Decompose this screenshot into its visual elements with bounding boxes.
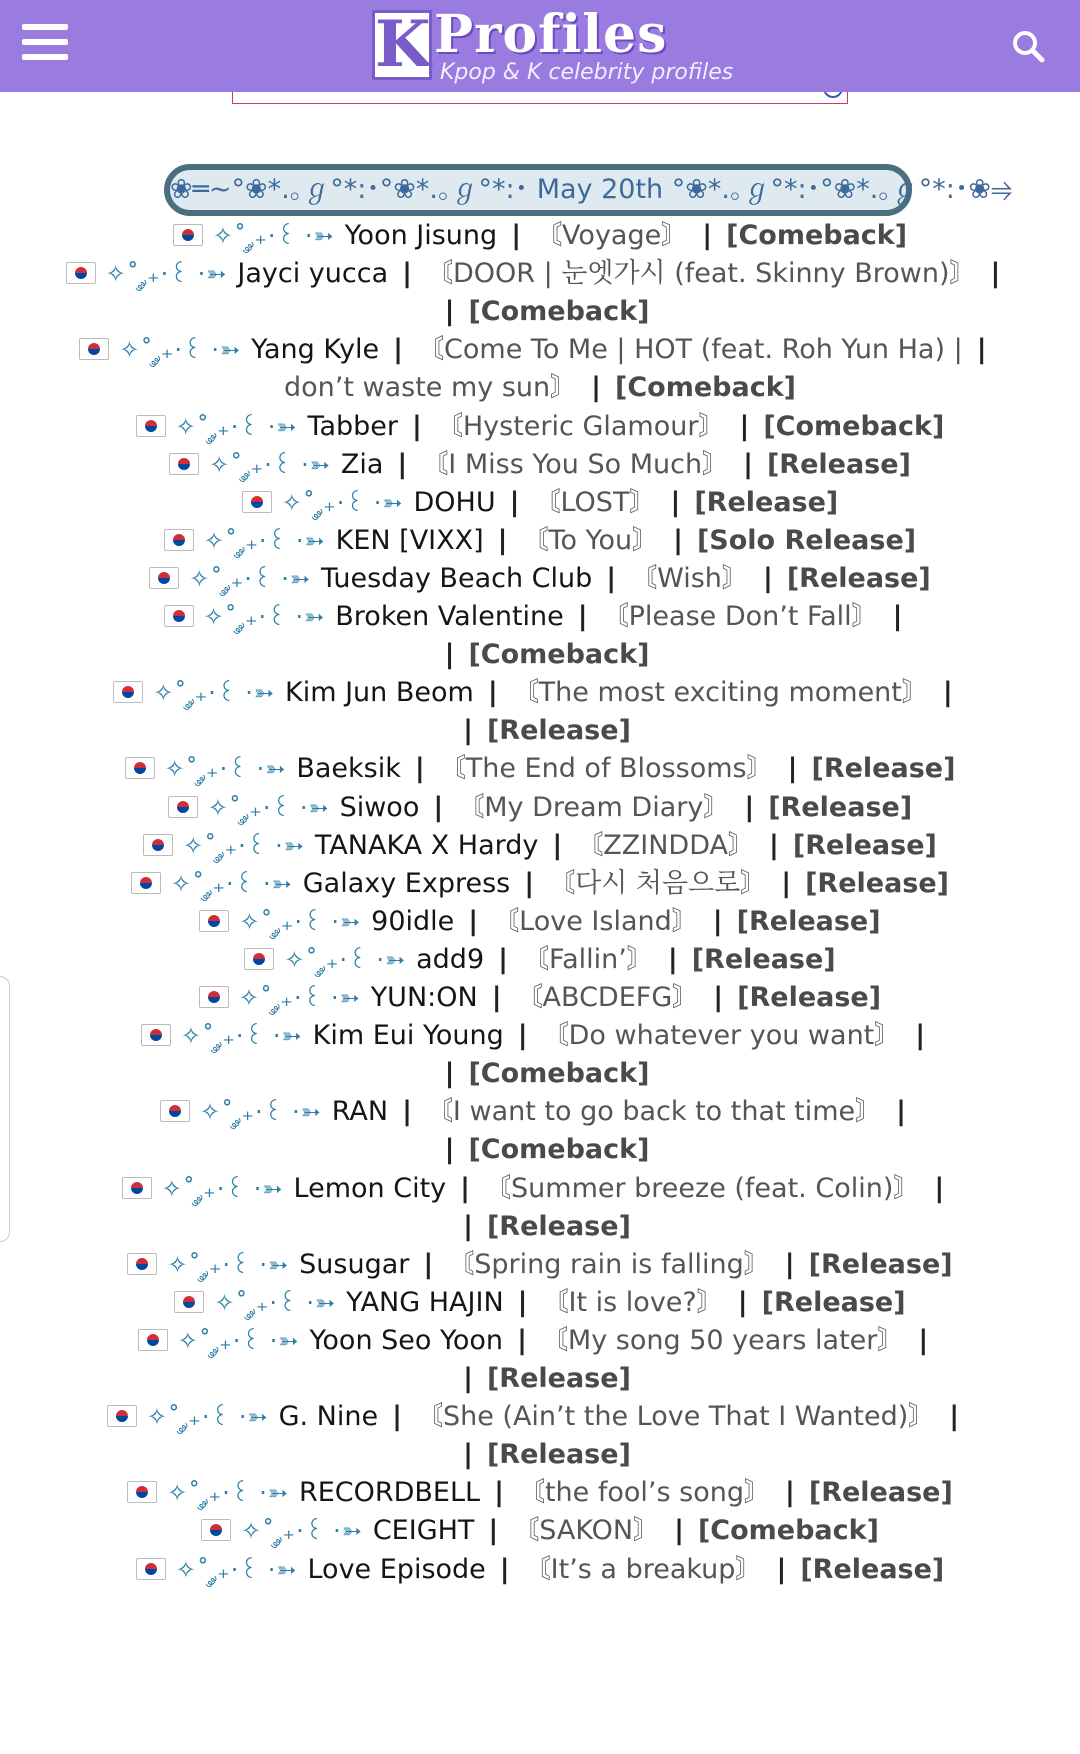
- separator: |: [509, 486, 520, 518]
- release-type-tag: [Release]: [768, 791, 913, 823]
- separator: |: [397, 448, 408, 480]
- separator: |: [942, 677, 953, 709]
- separator: |: [743, 448, 753, 480]
- separator: |: [460, 1172, 471, 1204]
- release-line: [0, 979, 1080, 1017]
- separator: |: [468, 905, 479, 937]
- artist-name: Tabber: [307, 410, 398, 442]
- separator: |: [787, 753, 798, 785]
- korea-flag-icon: [199, 910, 229, 932]
- release-line: [0, 560, 1080, 598]
- artist-name: DOHU: [413, 486, 496, 518]
- release-line: [0, 1551, 1080, 1589]
- separator: |: [990, 258, 1001, 290]
- sparkle-arrow-decoration: ✧˚ ༘₊·꒰ ·➳: [183, 831, 305, 860]
- korea-flag-icon: [113, 681, 143, 703]
- hamburger-menu-icon[interactable]: [22, 24, 68, 66]
- artist-name: Yoon Jisung: [344, 220, 498, 251]
- release-type-tag: [Release]: [691, 943, 836, 975]
- release-type-tag: [Comeback]: [468, 1058, 650, 1090]
- separator: |: [784, 1477, 795, 1509]
- separator: |: [739, 410, 750, 442]
- separator: |: [713, 982, 724, 1013]
- song-title: 〘I want to go back to that time〙: [425, 1096, 883, 1128]
- separator: |: [667, 943, 678, 975]
- release-line: [0, 1398, 1080, 1436]
- song-title: 〘It is love?〙: [541, 1286, 724, 1318]
- artist-name: KEN [VIXX]: [335, 524, 484, 556]
- release-date: May 20th: [536, 174, 664, 205]
- release-line: [0, 1131, 1080, 1169]
- sparkle-arrow-decoration: ✧˚ ༘₊·꒰ ·➳: [209, 450, 331, 479]
- release-line: [0, 1093, 1080, 1131]
- korea-flag-icon: [141, 1024, 171, 1046]
- artist-name: Kim Eui Young: [312, 1020, 504, 1052]
- song-title: 〘Voyage〙: [535, 220, 689, 251]
- artist-name: Jayci yucca: [237, 258, 389, 290]
- separator: |: [444, 1058, 455, 1090]
- release-line: [0, 1208, 1080, 1246]
- release-line: [0, 217, 1080, 255]
- release-line: [0, 293, 1080, 331]
- banner-right-decoration: °❀*.｡ℊ°*:･°❀*.｡ℊ°*:･❀⥤: [671, 174, 1013, 205]
- sparkle-arrow-decoration: ✧˚ ༘₊·꒰ ·➳: [214, 1288, 337, 1317]
- separator: |: [896, 1096, 907, 1128]
- korea-flag-icon: [127, 1481, 157, 1503]
- separator: |: [463, 715, 473, 747]
- release-type-tag: [Release]: [486, 1439, 631, 1471]
- separator: |: [517, 1286, 528, 1318]
- artist-name: Baeksik: [296, 753, 401, 785]
- logo-wordmark: Profiles: [434, 4, 668, 65]
- release-line: [0, 1284, 1080, 1322]
- release-line: [0, 903, 1080, 941]
- release-type-tag: [Release]: [694, 486, 839, 518]
- separator: |: [488, 1515, 499, 1547]
- korea-flag-icon: [79, 338, 109, 360]
- song-title: 〘Hysteric Glamour〙: [435, 410, 726, 442]
- song-title: 〘ABCDEFG〙: [515, 982, 700, 1013]
- release-line: [0, 827, 1080, 865]
- separator: |: [776, 1553, 787, 1585]
- korea-flag-icon: [136, 415, 166, 437]
- release-type-tag: [Comeback]: [468, 639, 650, 671]
- song-title: 〘My song 50 years later〙: [540, 1324, 905, 1356]
- separator: |: [674, 1515, 684, 1547]
- separator: |: [762, 562, 773, 594]
- sparkle-arrow-decoration: ✧˚ ༘₊·꒰ ·➳: [119, 336, 242, 365]
- artist-name: G. Nine: [278, 1401, 379, 1433]
- sparkle-arrow-decoration: ✧˚ ༘₊·꒰ ·➳: [170, 869, 293, 898]
- artist-name: Susugar: [299, 1248, 410, 1280]
- release-line: [0, 1017, 1080, 1055]
- release-line: [0, 446, 1080, 484]
- logo-k-mark: K: [372, 10, 432, 80]
- sparkle-arrow-decoration: ✧˚ ༘₊·꒰ ·➳: [153, 679, 275, 708]
- korea-flag-icon: [174, 1291, 204, 1313]
- korea-flag-icon: [173, 224, 203, 246]
- separator: |: [702, 220, 713, 251]
- separator: |: [577, 601, 588, 632]
- sparkle-arrow-decoration: ✧˚ ༘₊·꒰ ·➳: [105, 260, 228, 289]
- release-line: [0, 636, 1080, 674]
- artist-name: Siwoo: [339, 791, 420, 823]
- separator: |: [737, 1286, 748, 1318]
- release-line: [0, 255, 1080, 293]
- site-logo[interactable]: [372, 4, 734, 86]
- separator: |: [892, 601, 903, 632]
- release-type-tag: [Solo Release]: [696, 524, 917, 556]
- artist-name: RECORDBELL: [298, 1477, 481, 1509]
- korea-flag-icon: [164, 529, 194, 551]
- artist-name: RAN: [331, 1096, 389, 1128]
- release-line: [0, 941, 1080, 979]
- release-type-tag: [Release]: [486, 1210, 631, 1242]
- release-type-tag: [Release]: [808, 1248, 953, 1280]
- song-title: 〘Summer breeze (feat. Colin)〙: [484, 1172, 921, 1204]
- separator: |: [976, 334, 987, 366]
- sparkle-arrow-decoration: ✧˚ ༘₊·꒰ ·➳: [199, 1098, 322, 1127]
- release-type-tag: [Release]: [761, 1286, 906, 1318]
- korea-flag-icon: [160, 1100, 190, 1122]
- korea-flag-icon: [169, 453, 199, 475]
- release-type-tag: [Comeback]: [763, 410, 945, 442]
- separator: |: [934, 1172, 945, 1204]
- release-line: [0, 1436, 1080, 1474]
- sparkle-arrow-decoration: ✧˚ ༘₊·꒰ ·➳: [146, 1403, 269, 1432]
- release-type-tag: [Release]: [766, 448, 911, 480]
- artist-name: TANAKA X Hardy: [314, 829, 539, 861]
- separator: |: [498, 943, 509, 975]
- korea-flag-icon: [201, 1519, 231, 1541]
- song-title: 〘Come To Me | HOT (feat. Roh Yun Ha) |: [417, 334, 963, 366]
- separator: |: [499, 1553, 510, 1585]
- separator: |: [491, 982, 502, 1013]
- release-type-tag: [Release]: [792, 829, 937, 861]
- sparkle-arrow-decoration: ✧˚ ༘₊·꒰ ·➳: [241, 1517, 363, 1546]
- sparkle-arrow-decoration: ✧˚ ༘₊·꒰ ·➳: [161, 1174, 284, 1203]
- separator: |: [402, 1096, 412, 1128]
- release-type-tag: [Comeback]: [615, 372, 797, 404]
- sparkle-arrow-decoration: ✧˚ ༘₊·꒰ ·➳: [239, 907, 362, 936]
- separator: |: [769, 829, 779, 861]
- song-title: 〘Please Don’t Fall〙: [601, 601, 879, 632]
- release-line: [0, 750, 1080, 788]
- artist-name: Broken Valentine: [335, 601, 564, 632]
- release-line: [0, 712, 1080, 750]
- artist-name: 90idle: [371, 905, 455, 937]
- song-title: 〘the fool’s song〙: [517, 1477, 771, 1509]
- release-type-tag: [Release]: [786, 562, 931, 594]
- korea-flag-icon: [168, 796, 198, 818]
- song-title: 〘To You〙: [521, 524, 660, 556]
- separator: |: [463, 1210, 473, 1242]
- date-header-banner: [164, 164, 1013, 216]
- separator: |: [497, 524, 508, 556]
- song-title: don’t waste my sun〙: [283, 372, 578, 404]
- release-type-tag: [Release]: [808, 1477, 953, 1509]
- search-icon[interactable]: [1010, 28, 1046, 64]
- sparkle-arrow-decoration: ✧˚ ༘₊·꒰ ·➳: [203, 526, 326, 555]
- song-title: 〘Fallin’〙: [522, 943, 654, 975]
- release-type-tag: [Release]: [811, 753, 956, 785]
- release-line: [0, 1322, 1080, 1360]
- sparkle-arrow-decoration: ✧˚ ༘₊·꒰ ·➳: [175, 412, 298, 441]
- separator: |: [524, 867, 535, 899]
- sparkle-arrow-decoration: ✧˚ ༘₊·꒰ ·➳: [175, 1555, 298, 1584]
- song-title: 〘My Dream Diary〙: [457, 791, 731, 823]
- release-type-tag: [Comeback]: [468, 1134, 650, 1166]
- song-title: 〘DOOR | 눈엣가시 (feat. Skinny Brown)〙: [426, 258, 977, 290]
- release-line: [0, 1360, 1080, 1398]
- sparkle-arrow-decoration: ✧˚ ༘₊·꒰ ·➳: [167, 1250, 290, 1279]
- separator: |: [670, 486, 681, 518]
- separator: |: [591, 372, 602, 404]
- sparkle-arrow-decoration: ✧˚ ༘₊·꒰ ·➳: [177, 1326, 300, 1355]
- song-title: 〘The End of Blossoms〙: [438, 753, 774, 785]
- separator: |: [511, 220, 522, 251]
- release-line: [0, 1170, 1080, 1208]
- sparkle-arrow-decoration: ✧˚ ༘₊·꒰ ·➳: [207, 793, 330, 822]
- separator: |: [423, 1248, 434, 1280]
- release-line: [0, 522, 1080, 560]
- korea-flag-icon: [199, 986, 229, 1008]
- korea-flag-icon: [122, 1177, 152, 1199]
- sparkle-arrow-decoration: ✧˚ ༘₊·꒰ ·➳: [238, 984, 361, 1012]
- artist-name: Tuesday Beach Club: [321, 562, 593, 594]
- separator: |: [487, 677, 498, 709]
- song-title: 〘Do whatever you want〙: [541, 1020, 902, 1052]
- separator: |: [494, 1477, 504, 1509]
- separator: |: [392, 1401, 402, 1433]
- release-line: [0, 484, 1080, 522]
- separator: |: [463, 1439, 473, 1471]
- release-type-tag: [Release]: [800, 1553, 945, 1585]
- song-title: 〘다시 처음으로〙: [548, 867, 768, 899]
- sparkle-arrow-decoration: ✧˚ ༘₊·꒰ ·➳: [281, 488, 404, 517]
- song-title: 〘I Miss You So Much〙: [421, 448, 730, 480]
- separator: |: [414, 753, 425, 785]
- korea-flag-icon: [136, 1558, 166, 1580]
- separator: |: [915, 1020, 926, 1052]
- artist-name: Yoon Seo Yoon: [309, 1324, 504, 1356]
- song-title: 〘ZZINDDA〙: [576, 829, 756, 861]
- separator: |: [444, 639, 455, 671]
- korea-flag-icon: [143, 834, 173, 856]
- separator: |: [463, 1363, 473, 1394]
- korea-flag-icon: [149, 567, 179, 589]
- separator: |: [673, 524, 683, 556]
- separator: |: [949, 1401, 960, 1433]
- sparkle-arrow-decoration: ✧˚ ༘₊·꒰ ·➳: [203, 603, 326, 631]
- separator: |: [712, 905, 723, 937]
- sparkle-arrow-decoration: ✧˚ ༘₊·꒰ ·➳: [189, 564, 311, 593]
- song-title: 〘Wish〙: [630, 562, 749, 594]
- artist-name: Galaxy Express: [302, 867, 511, 899]
- korea-flag-icon: [127, 1253, 157, 1275]
- artist-name: Yang Kyle: [251, 334, 380, 366]
- release-line: [0, 369, 1080, 407]
- top-navigation-bar: [0, 0, 1080, 92]
- sparkle-arrow-decoration: ✧˚ ༘₊·꒰ ·➳: [212, 222, 335, 250]
- korea-flag-icon: [242, 491, 272, 513]
- separator: |: [402, 258, 412, 290]
- release-line: [0, 331, 1080, 369]
- release-type-tag: [Comeback]: [468, 296, 650, 328]
- korea-flag-icon: [66, 262, 96, 284]
- korea-flag-icon: [131, 872, 161, 894]
- artist-name: add9: [416, 943, 485, 975]
- artist-name: YANG HAJIN: [346, 1286, 504, 1318]
- release-line: [0, 674, 1080, 712]
- separator: |: [444, 1134, 455, 1166]
- korea-flag-icon: [125, 757, 155, 779]
- release-type-tag: [Comeback]: [726, 220, 908, 251]
- separator: |: [412, 410, 422, 442]
- song-title: 〘The most exciting moment〙: [511, 677, 929, 709]
- separator: |: [552, 829, 563, 861]
- separator: |: [781, 867, 792, 899]
- sparkle-arrow-decoration: ✧˚ ༘₊·꒰ ·➳: [164, 755, 287, 784]
- release-line: [0, 1474, 1080, 1512]
- release-line: [0, 598, 1080, 636]
- song-title: 〘Love Island〙: [492, 905, 699, 937]
- separator: |: [918, 1324, 929, 1356]
- release-line: [0, 408, 1080, 446]
- release-line: [0, 1246, 1080, 1284]
- release-line: [0, 1512, 1080, 1550]
- release-type-tag: [Release]: [486, 715, 631, 747]
- korea-flag-icon: [138, 1329, 168, 1351]
- artist-name: Kim Jun Beom: [284, 677, 474, 709]
- separator: |: [393, 334, 404, 366]
- release-line: [0, 865, 1080, 903]
- sparkle-arrow-decoration: ✧˚ ༘₊·꒰ ·➳: [180, 1022, 303, 1051]
- separator: |: [517, 1020, 528, 1052]
- song-title: 〘It’s a breakup〙: [523, 1553, 763, 1585]
- separator: |: [784, 1248, 795, 1280]
- artist-name: YUN:ON: [370, 982, 478, 1013]
- release-line: [0, 1055, 1080, 1093]
- release-type-tag: [Release]: [737, 982, 882, 1013]
- artist-name: Zia: [340, 448, 384, 480]
- release-type-tag: [Release]: [486, 1363, 631, 1394]
- release-line: [0, 789, 1080, 827]
- korea-flag-icon: [107, 1405, 137, 1427]
- song-title: 〘Spring rain is falling〙: [447, 1248, 771, 1280]
- release-type-tag: [Comeback]: [697, 1515, 879, 1547]
- song-title: 〘She (Ain’t the Love That I Wanted)〙: [415, 1401, 936, 1433]
- korea-flag-icon: [164, 605, 194, 627]
- separator: |: [517, 1324, 527, 1356]
- banner-left-decoration: ❀═~°❀*.｡ℊ°*:･°❀*.｡ℊ°*:･: [170, 174, 529, 205]
- song-title: 〘LOST〙: [533, 486, 657, 518]
- artist-name: Lemon City: [293, 1172, 447, 1204]
- korea-flag-icon: [244, 948, 274, 970]
- separator: |: [433, 791, 444, 823]
- logo-tagline: Kpop & K celebrity profiles: [440, 60, 734, 85]
- artist-name: Love Episode: [307, 1553, 486, 1585]
- sparkle-arrow-decoration: ✧˚ ༘₊·꒰ ·➳: [284, 945, 407, 974]
- song-title: 〘SAKON〙: [512, 1515, 661, 1547]
- separator: |: [606, 562, 617, 594]
- separator: |: [444, 296, 455, 328]
- release-type-tag: [Release]: [805, 867, 950, 899]
- release-type-tag: [Release]: [736, 905, 881, 937]
- separator: |: [744, 791, 755, 823]
- sparkle-arrow-decoration: ✧˚ ༘₊·꒰ ·➳: [167, 1479, 289, 1508]
- artist-name: CEIGHT: [372, 1515, 475, 1547]
